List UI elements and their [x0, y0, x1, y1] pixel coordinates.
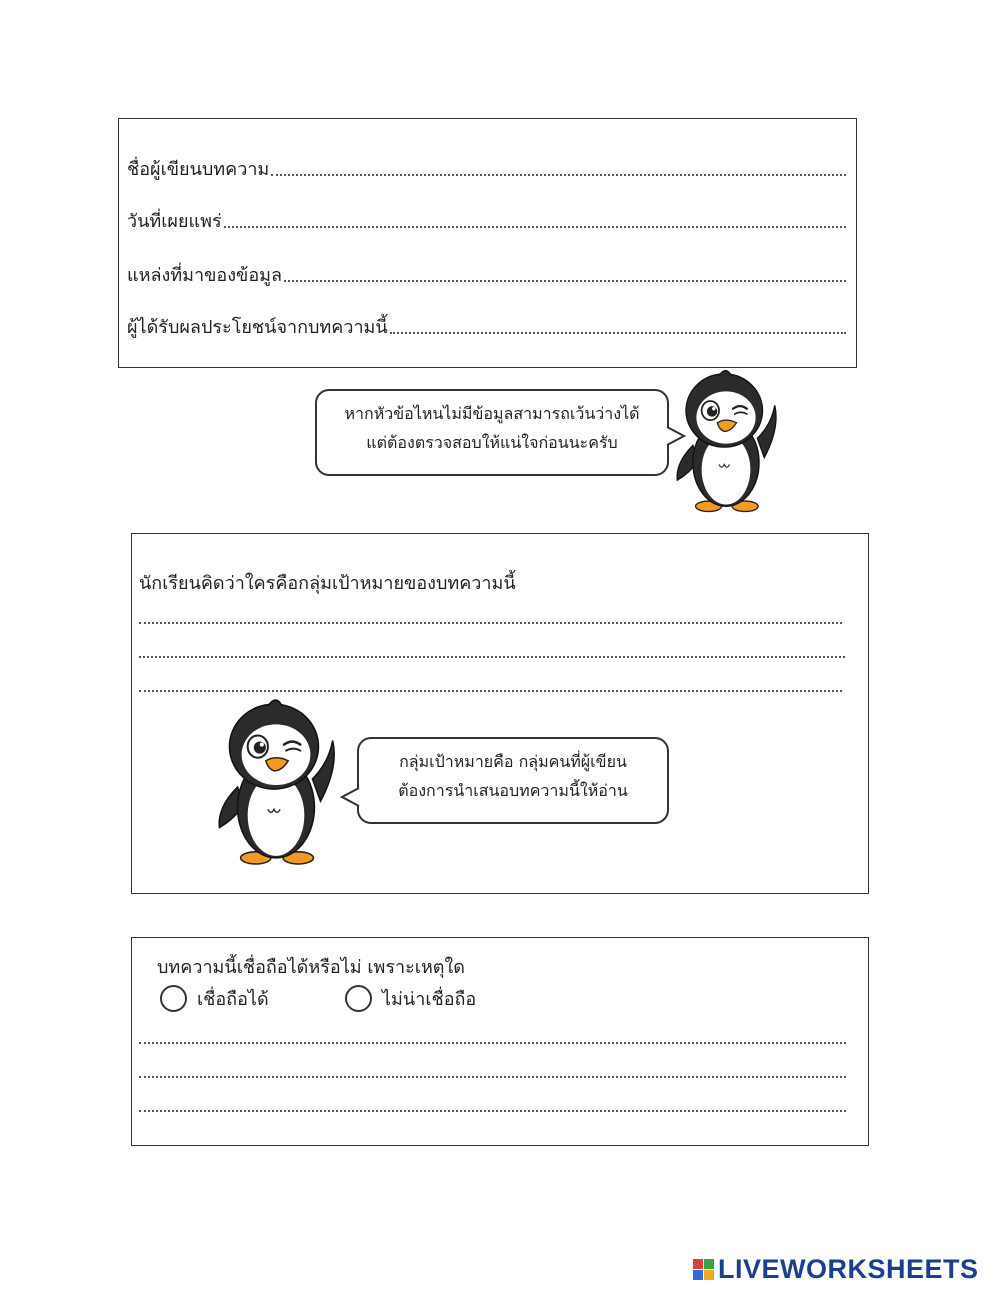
target-answer-line-1[interactable] [139, 622, 842, 624]
liveworksheets-logo [693, 1254, 979, 1285]
target-answer-line-3[interactable] [139, 690, 842, 692]
penguin-mascot-icon [208, 696, 344, 868]
hint-bubble-2 [357, 737, 669, 824]
publish-date-label: วันที่เผยแพร่ [127, 211, 222, 232]
liveworksheets-logo-icon [693, 1259, 714, 1280]
reason-answer-line-2[interactable] [139, 1076, 846, 1078]
source-label: แหล่งที่มาของข้อมูล [127, 265, 283, 286]
liveworksheets-logo-text: LIVEWORKSHEETS [718, 1254, 979, 1284]
reliable-radio[interactable] [160, 985, 187, 1012]
beneficiary-answer-line[interactable] [390, 332, 846, 334]
option-unreliable[interactable] [345, 984, 476, 1013]
hint-bubble-1 [315, 389, 669, 476]
penguin-mascot-icon [668, 367, 784, 515]
reliability-question: บทความนี้เชื่อถือได้หรือไม่ เพราะเหตุใด [157, 957, 465, 978]
option-reliable[interactable] [160, 984, 269, 1013]
hint-1-line-2: แต่ต้องตรวจสอบให้แน่ใจก่อนนะครับ [366, 433, 618, 452]
publish-date-field[interactable] [127, 211, 846, 233]
author-label: ชื่อผู้เขียนบทความ [127, 159, 270, 180]
reliability-box [131, 937, 869, 1146]
hint-1-line-1: หากหัวข้อไหนไม่มีข้อมูลสามารถเว้นว่างได้ [344, 404, 640, 423]
author-field[interactable] [127, 159, 846, 181]
reason-answer-line-3[interactable] [139, 1110, 846, 1112]
unreliable-label: ไม่น่าเชื่อถือ [382, 989, 477, 1010]
beneficiary-label: ผู้ได้รับผลประโยชน์จากบทความนี้ [127, 317, 388, 338]
article-info-box [118, 118, 857, 368]
source-field[interactable] [127, 265, 846, 287]
source-answer-line[interactable] [284, 280, 846, 282]
hint-2-line-2: ต้องการนำเสนอบทความนี้ให้อ่าน [398, 781, 628, 800]
reliable-label: เชื่อถือได้ [197, 989, 269, 1010]
publish-date-answer-line[interactable] [224, 226, 846, 228]
reason-answer-line-1[interactable] [139, 1042, 846, 1044]
beneficiary-field[interactable] [127, 317, 846, 339]
target-audience-question: นักเรียนคิดว่าใครคือกลุ่มเป้าหมายของบทความนี้ [139, 573, 516, 594]
hint-bubble-2-tail [340, 786, 360, 808]
unreliable-radio[interactable] [345, 985, 372, 1012]
target-answer-line-2[interactable] [139, 656, 845, 658]
author-answer-line[interactable] [271, 174, 846, 176]
hint-2-line-1: กลุ่มเป้าหมายคือ กลุ่มคนที่ผู้เขียน [399, 752, 627, 771]
